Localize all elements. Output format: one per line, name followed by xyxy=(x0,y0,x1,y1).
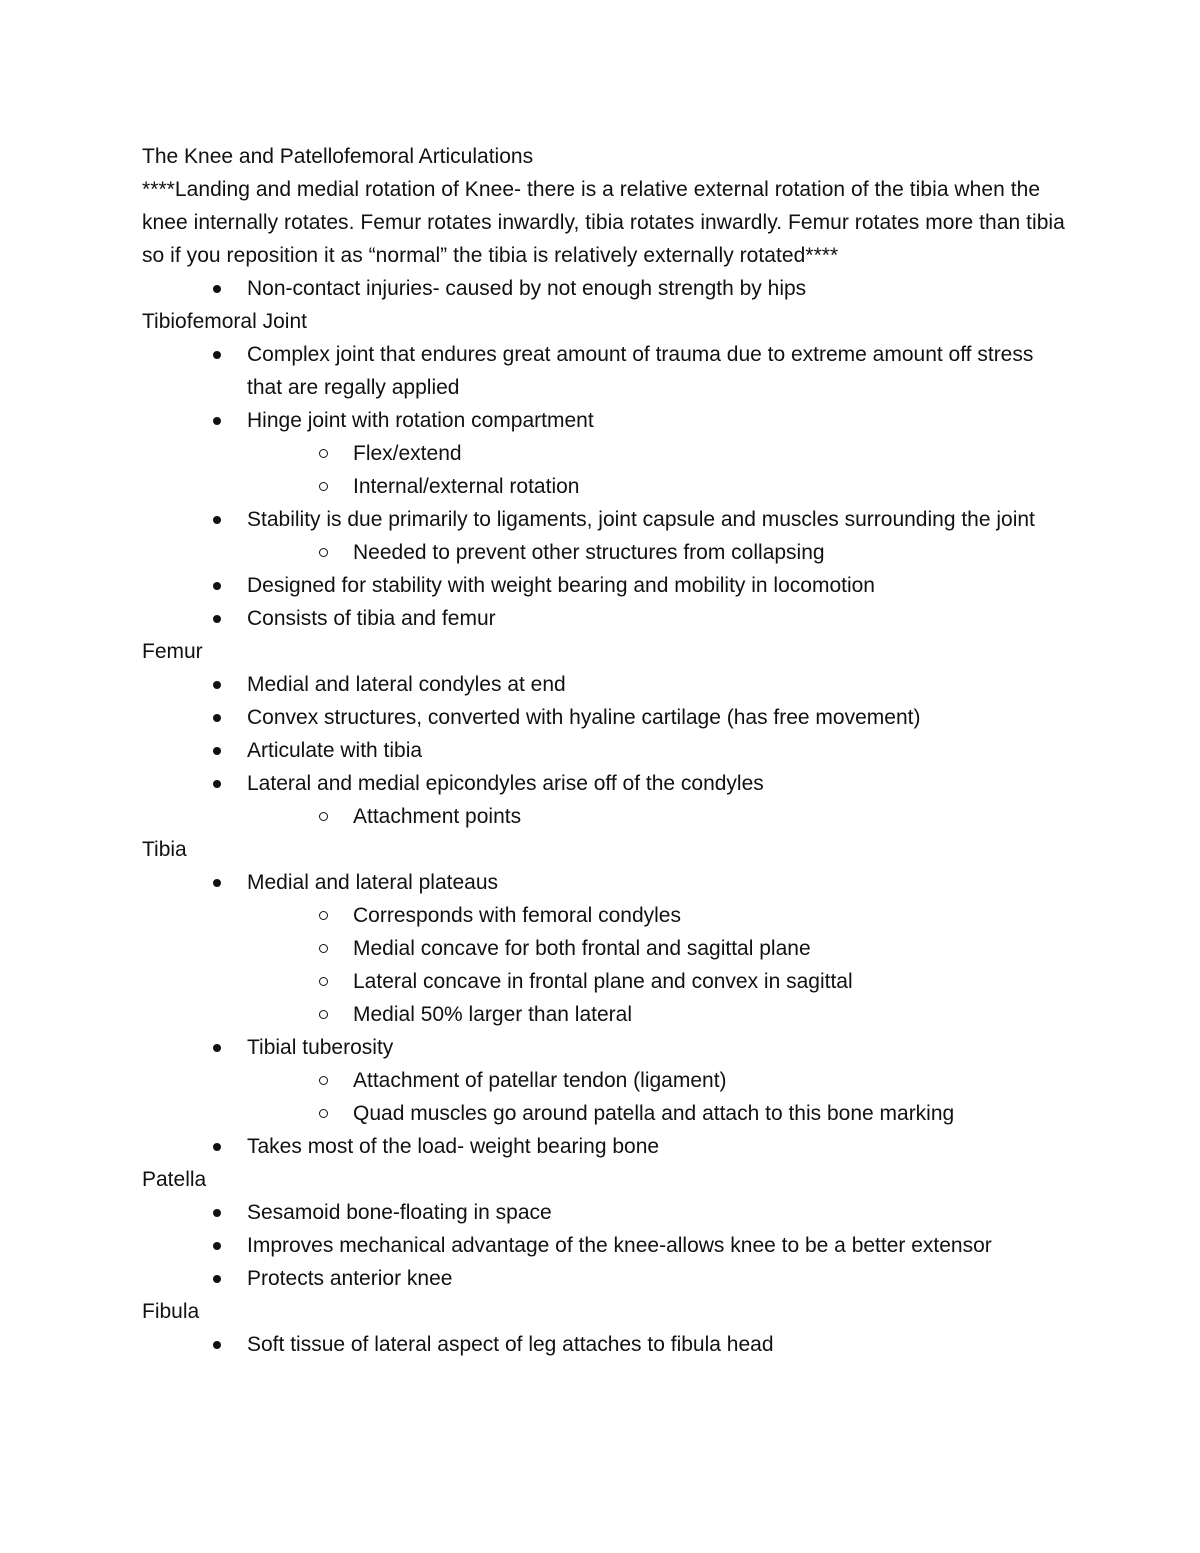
bullet-dot-icon xyxy=(213,516,221,524)
list-item-text: Non-contact injuries- caused by not enough strength by hips xyxy=(247,277,807,300)
section-heading-tibia: Tibia xyxy=(142,838,187,861)
sub-list-item-text: Corresponds with femoral condyles xyxy=(353,904,681,927)
bullet-circle-icon xyxy=(319,812,328,821)
list-item xyxy=(142,602,1072,635)
intro-paragraph: ****Landing and medial rotation of Knee- there is a relative external rotation of the tibia when the knee internally rotates. Femur rotates inwardly, tibia rotates inwardly. Femur rotates more than tibia so if you reposition it as “normal” the tibia is relatively externally rotated**** xyxy=(142,178,1065,267)
list-item-text: Takes most of the load- weight bearing bone xyxy=(247,1135,660,1158)
list-item-text: Tibial tuberosity xyxy=(247,1036,394,1059)
bullet-dot-icon xyxy=(213,1275,221,1283)
list-item-text: Hinge joint with rotation compartment xyxy=(247,409,594,432)
list-item-text: Protects anterior knee xyxy=(247,1267,453,1290)
list-item xyxy=(142,1130,1072,1163)
list-item xyxy=(142,1328,1072,1361)
list-item xyxy=(142,338,1072,404)
sub-list-item xyxy=(142,1064,1072,1097)
sub-list-item-text: Quad muscles go around patella and attach to this bone marking xyxy=(353,1102,955,1125)
sub-list-item xyxy=(142,899,1072,932)
sub-list-item-text: Lateral concave in frontal plane and convex in sagittal xyxy=(353,970,853,993)
sub-list-item-text: Attachment points xyxy=(353,805,522,828)
bullet-dot-icon xyxy=(213,1044,221,1052)
sub-list-item xyxy=(142,998,1072,1031)
bullet-circle-icon xyxy=(319,977,328,986)
section-heading-tibiofemoral-joint: Tibiofemoral Joint xyxy=(142,310,307,333)
sub-list-item xyxy=(142,800,1072,833)
section-heading-fibula: Fibula xyxy=(142,1300,200,1323)
list-item-text: Stability is due primarily to ligaments, joint capsule and muscles surrounding the joint xyxy=(247,508,1035,531)
bullet-dot-icon xyxy=(213,285,221,293)
bullet-dot-icon xyxy=(213,582,221,590)
bullet-dot-icon xyxy=(213,714,221,722)
list-item xyxy=(142,866,1072,899)
section-heading-patella: Patella xyxy=(142,1168,207,1191)
bullet-circle-icon xyxy=(319,449,328,458)
sub-list-item-text: Medial concave for both frontal and sagittal plane xyxy=(353,937,811,960)
sub-list-item-text: Internal/external rotation xyxy=(353,475,580,498)
list-item xyxy=(142,404,1072,437)
sub-list-item-text: Needed to prevent other structures from collapsing xyxy=(353,541,825,564)
bullet-circle-icon xyxy=(319,482,328,491)
sub-list-item xyxy=(142,932,1072,965)
sub-list-item xyxy=(142,965,1072,998)
bullet-circle-icon xyxy=(319,944,328,953)
list-item xyxy=(142,734,1072,767)
list-item xyxy=(142,569,1072,602)
tibiofemoral-bullet-list xyxy=(142,338,1072,635)
fibula-bullet-list xyxy=(142,1328,1072,1361)
bullet-dot-icon xyxy=(213,351,221,359)
bullet-dot-icon xyxy=(213,747,221,755)
list-item-text: Designed for stability with weight bearing and mobility in locomotion xyxy=(247,574,875,597)
patella-bullet-list xyxy=(142,1196,1072,1295)
bullet-dot-icon xyxy=(213,1341,221,1349)
list-item xyxy=(142,767,1072,800)
sub-list-item xyxy=(142,437,1072,470)
list-item xyxy=(142,1031,1072,1064)
bullet-dot-icon xyxy=(213,1242,221,1250)
list-item xyxy=(142,503,1072,536)
document-title: The Knee and Patellofemoral Articulations xyxy=(142,145,534,168)
list-item-text: Medial and lateral condyles at end xyxy=(247,673,566,696)
bullet-dot-icon xyxy=(213,417,221,425)
bullet-circle-icon xyxy=(319,1076,328,1085)
sub-list-item xyxy=(142,470,1072,503)
bullet-dot-icon xyxy=(213,1209,221,1217)
list-item-text: Improves mechanical advantage of the knee-allows knee to be a better extensor xyxy=(247,1234,992,1257)
list-item-text: Soft tissue of lateral aspect of leg attaches to fibula head xyxy=(247,1333,774,1356)
bullet-circle-icon xyxy=(319,1109,328,1118)
bullet-dot-icon xyxy=(213,615,221,623)
document-page xyxy=(142,140,1072,1361)
list-item-text: Sesamoid bone-floating in space xyxy=(247,1201,552,1224)
bullet-dot-icon xyxy=(213,780,221,788)
femur-bullet-list xyxy=(142,668,1072,833)
list-item-text: Complex joint that endures great amount of trauma due to extreme amount off stress that are regally applied xyxy=(247,343,1034,399)
bullet-dot-icon xyxy=(213,1143,221,1151)
intro-bullet-list xyxy=(142,272,1072,305)
list-item xyxy=(142,668,1072,701)
bullet-circle-icon xyxy=(319,1010,328,1019)
list-item xyxy=(142,1262,1072,1295)
bullet-circle-icon xyxy=(319,911,328,920)
list-item xyxy=(142,701,1072,734)
bullet-dot-icon xyxy=(213,879,221,887)
list-item-text: Articulate with tibia xyxy=(247,739,423,762)
list-item-text: Consists of tibia and femur xyxy=(247,607,496,630)
sub-list-item xyxy=(142,1097,1072,1130)
list-item-text: Medial and lateral plateaus xyxy=(247,871,498,894)
sub-list-item-text: Flex/extend xyxy=(353,442,462,465)
list-item-text: Convex structures, converted with hyaline cartilage (has free movement) xyxy=(247,706,921,729)
tibia-bullet-list xyxy=(142,866,1072,1163)
list-item xyxy=(142,1229,1072,1262)
list-item-text: Lateral and medial epicondyles arise off of the condyles xyxy=(247,772,764,795)
list-item xyxy=(142,1196,1072,1229)
bullet-dot-icon xyxy=(213,681,221,689)
sub-list-item-text: Attachment of patellar tendon (ligament) xyxy=(353,1069,727,1092)
bullet-circle-icon xyxy=(319,548,328,557)
sub-list-item xyxy=(142,536,1072,569)
section-heading-femur: Femur xyxy=(142,640,203,663)
list-item xyxy=(142,272,1072,305)
sub-list-item-text: Medial 50% larger than lateral xyxy=(353,1003,632,1026)
